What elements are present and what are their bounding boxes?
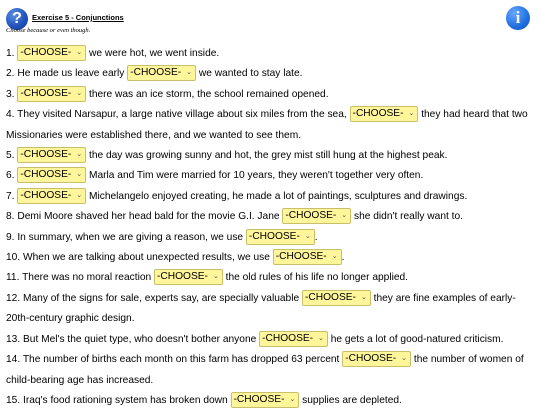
question-text-after: the number of women of child-bearing age has increased.	[6, 354, 524, 386]
answer-dropdown-7[interactable]	[17, 188, 86, 204]
question-text-after: they had heard that two Missionaries were established there, and we wanted to see them.	[6, 109, 528, 141]
chevron-down-icon: ⌄	[304, 232, 311, 240]
question-item	[6, 64, 536, 84]
dropdown-selected-value: -CHOOSE-	[285, 210, 337, 222]
question-text-before: There was no moral reaction	[22, 272, 154, 284]
dropdown-selected-value: -CHOOSE-	[345, 353, 397, 365]
question-text-before: The number of births each month on this farm has dropped 63 percent	[22, 354, 343, 366]
question-text-before: They visited Narsapur, a large native village about six miles from the sea,	[17, 109, 350, 121]
chevron-down-icon: ⌄	[360, 293, 367, 301]
question-item	[6, 187, 536, 207]
chevron-down-icon: ⌄	[318, 334, 324, 342]
question-item	[6, 228, 536, 248]
answer-dropdown-8[interactable]	[282, 208, 351, 224]
question-item	[6, 391, 536, 411]
question-text-after: Marla and Tim were married for 10 years, they weren't together very often.	[86, 170, 424, 182]
answer-dropdown-9[interactable]	[246, 229, 315, 245]
question-text-before: Many of the signs for sale, experts say, are specially valuable	[23, 292, 302, 304]
questions-list	[6, 44, 536, 411]
question-text-before: Demi Moore shaved her head bald for the movie G.I. Jane	[17, 211, 283, 223]
dropdown-selected-value: -CHOOSE-	[20, 189, 72, 201]
chevron-down-icon: ⌄	[331, 253, 338, 261]
dropdown-selected-value: -CHOOSE-	[305, 291, 356, 303]
question-item	[6, 268, 536, 288]
question-number: 5.	[6, 150, 15, 162]
question-text-after: .	[314, 231, 318, 243]
answer-dropdown-2[interactable]	[127, 65, 196, 81]
chevron-down-icon: ⌄	[76, 89, 83, 97]
question-text-after: he gets a lot of good-natured criticism.	[327, 333, 504, 345]
question-number: 2.	[6, 68, 15, 80]
question-number: 10.	[6, 252, 21, 264]
answer-dropdown-5[interactable]	[17, 147, 86, 163]
question-text-before: Iraq's food rationing system has broken down	[23, 394, 231, 406]
dropdown-selected-value: -CHOOSE-	[20, 47, 72, 58]
question-text-before: But Mel's the quiet type, who doesn't bother anyone	[23, 333, 260, 345]
answer-dropdown-1[interactable]	[17, 45, 86, 61]
dropdown-selected-value: -CHOOSE-	[20, 169, 72, 181]
question-item	[6, 85, 536, 105]
answer-dropdown-6[interactable]	[17, 167, 86, 183]
question-text-before: In summary, when we are giving a reason, we use	[17, 231, 246, 243]
question-text-after: .	[341, 252, 345, 264]
chevron-down-icon: ⌄	[341, 212, 348, 220]
chevron-down-icon: ⌄	[76, 171, 83, 179]
question-number: 4.	[6, 109, 15, 121]
question-item	[6, 166, 536, 186]
exercise-title: Exercise 5 - Conjunctions	[32, 13, 124, 22]
answer-dropdown-14[interactable]	[342, 351, 411, 367]
dropdown-selected-value: -CHOOSE-	[157, 271, 208, 283]
answer-dropdown-12[interactable]	[302, 290, 371, 306]
question-number: 6.	[6, 170, 15, 182]
question-text-after: Michelangelo enjoyed creating, he made a lot of paintings, sculptures and drawings.	[86, 190, 468, 202]
chevron-down-icon: ⌄	[186, 69, 193, 77]
chevron-down-icon: ⌄	[401, 355, 408, 363]
question-number: 12.	[6, 292, 21, 304]
question-item	[6, 350, 536, 391]
question-text-before: He made us leave early	[17, 68, 128, 80]
question-text-after: the day was growing sunny and hot, the grey mist still hung at the highest peak.	[86, 150, 448, 162]
question-text-after: there was an ice storm, the school remained opened.	[86, 88, 329, 100]
question-text-after: supplies are depleted.	[299, 394, 402, 406]
help-icon[interactable]: ?	[6, 8, 28, 30]
dropdown-selected-value: -CHOOSE-	[20, 87, 72, 99]
answer-dropdown-11[interactable]	[154, 269, 223, 285]
instructions-text: Choose because or even though.	[6, 27, 91, 34]
question-number: 1.	[6, 48, 15, 59]
dropdown-selected-value: -CHOOSE-	[130, 67, 182, 79]
question-text-after: we were hot, we went inside.	[86, 48, 220, 59]
dropdown-selected-value: -CHOOSE-	[20, 149, 72, 161]
question-text-after: the old rules of his life no longer applied.	[222, 272, 409, 284]
chevron-down-icon: ⌄	[289, 395, 296, 403]
question-item	[6, 44, 536, 64]
question-number: 11.	[6, 272, 20, 284]
question-number: 7.	[6, 190, 15, 202]
answer-dropdown-4[interactable]	[350, 106, 419, 122]
question-text-before: When we are talking about unexpected results, we use	[23, 252, 273, 264]
dropdown-selected-value: -CHOOSE-	[248, 230, 300, 242]
question-number: 13.	[6, 333, 21, 345]
chevron-down-icon: ⌄	[76, 191, 83, 199]
question-text-after: she didn't really want to.	[351, 211, 463, 223]
answer-dropdown-10[interactable]	[273, 249, 342, 265]
answer-dropdown-15[interactable]	[231, 392, 300, 408]
chevron-down-icon: ⌄	[76, 151, 83, 159]
question-item	[6, 207, 536, 227]
question-number: 8.	[6, 211, 15, 223]
question-number: 15.	[6, 394, 21, 406]
dropdown-selected-value: -CHOOSE-	[262, 332, 314, 344]
question-item	[6, 248, 536, 268]
chevron-down-icon: ⌄	[408, 110, 415, 118]
chevron-down-icon: ⌄	[212, 273, 219, 281]
chevron-down-icon: ⌄	[76, 49, 83, 56]
dropdown-selected-value: -CHOOSE-	[275, 251, 327, 263]
question-number: 3.	[6, 88, 15, 100]
answer-dropdown-3[interactable]	[17, 86, 86, 102]
question-text-after: we wanted to stay late.	[196, 68, 303, 80]
dropdown-selected-value: -CHOOSE-	[352, 108, 404, 120]
question-text-after: they are fine examples of early-20th-century graphic design.	[6, 292, 516, 325]
answer-dropdown-13[interactable]	[259, 331, 328, 347]
question-number: 9.	[6, 231, 15, 243]
question-item	[6, 289, 536, 330]
question-number: 14.	[6, 354, 21, 366]
info-icon[interactable]: i	[506, 6, 530, 30]
question-item	[6, 146, 536, 166]
dropdown-selected-value: -CHOOSE-	[233, 393, 285, 405]
question-item	[6, 330, 536, 350]
question-item	[6, 105, 536, 146]
